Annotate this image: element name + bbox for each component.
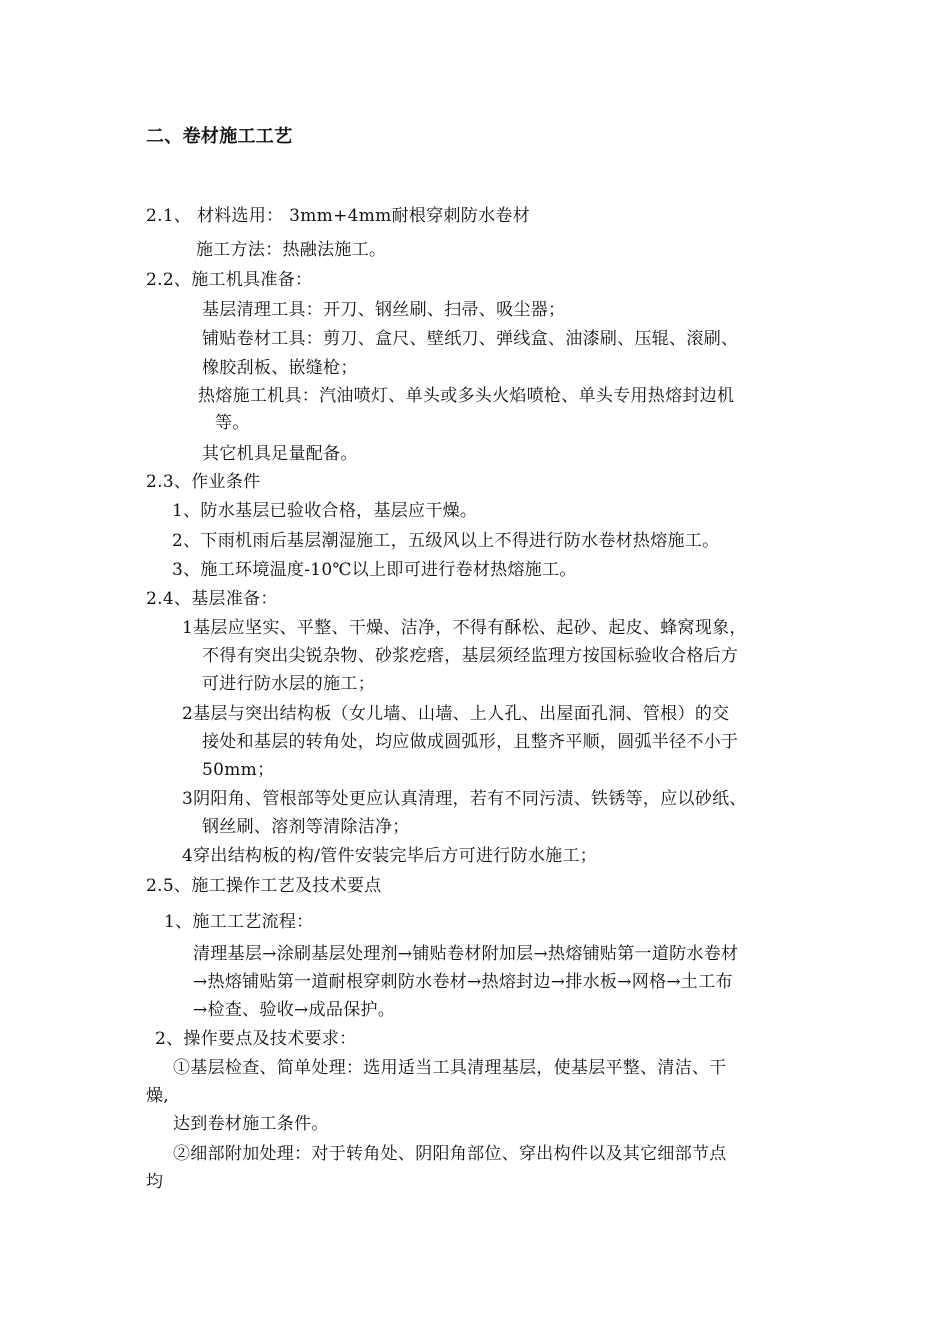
text-line: 施工方法：热融法施工。	[196, 240, 387, 260]
text-line: 其它机具足量配备。	[202, 444, 358, 464]
text-line: 热熔施工机具：汽油喷灯、单头或多头火焰喷枪、单头专用热熔封边机	[198, 386, 735, 406]
text-line: ②细部附加处理：对于转角处、阴阳角部位、穿出构件以及其它细部节点	[173, 1144, 727, 1164]
text-line: 达到卷材施工条件。	[173, 1114, 329, 1134]
text-line: 50mm；	[202, 760, 275, 780]
text-line: 接处和基层的转角处，均应做成圆弧形，且整齐平顺，圆弧半径不小于	[202, 732, 739, 752]
text-line: 3阴阳角、管根部等处更应认真清理，若有不同污渍、铁锈等，应以砂纸、	[182, 789, 747, 809]
text-line: 2.2、施工机具准备：	[146, 270, 313, 290]
text-line: 2、操作要点及技术要求：	[155, 1029, 357, 1049]
text-line: 2.4、基层准备：	[146, 589, 278, 609]
text-line: 1、施工工艺流程：	[164, 912, 314, 932]
text-line: 2.1、 材料选用： 3mm+4mm耐根穿刺防水卷材	[146, 206, 530, 226]
text-line: 等。	[215, 413, 250, 433]
text-line: 橡胶刮板、嵌缝枪；	[202, 358, 358, 378]
text-line: →检查、验收→成品保护。	[193, 1000, 396, 1020]
text-line: 清理基层→涂刷基层处理剂→铺贴卷材附加层→热熔铺贴第一道防水卷材	[193, 944, 739, 964]
text-line: 2.3、作业条件	[146, 472, 261, 492]
text-line: 4穿出结构板的构/管件安装完毕后方可进行防水施工；	[182, 846, 598, 866]
text-line: 2.5、施工操作工艺及技术要点	[146, 876, 382, 896]
text-line: 2、下雨机雨后基层潮湿施工，五级风以上不得进行防水卷材热熔施工。	[172, 531, 720, 551]
text-line: 铺贴卷材工具：剪刀、盒尺、壁纸刀、弹线盒、油漆刷、压辊、滚刷、	[202, 329, 739, 349]
text-line: 可进行防水层的施工；	[202, 674, 375, 694]
text-line: 基层清理工具：开刀、钢丝刷、扫帚、吸尘器；	[202, 300, 566, 320]
section-heading: 二、卷材施工工艺	[146, 126, 293, 147]
text-line: ①基层检查、简单处理：选用适当工具清理基层，使基层平整、清洁、干	[173, 1058, 727, 1078]
text-line: 2基层与突出结构板（女儿墙、山墙、上人孔、出屋面孔洞、管根）的交	[182, 704, 730, 724]
text-line: →热熔铺贴第一道耐根穿刺防水卷材→热熔封边→排水板→网格→土工布	[193, 972, 733, 992]
text-line: 1基层应坚实、平整、干燥、洁净，不得有酥松、起砂、起皮、蜂窝现象，	[182, 618, 747, 638]
text-line: 不得有突出尖锐杂物、砂浆疙瘩，基层须经监理方按国标验收合格后方	[202, 646, 739, 666]
text-line: 燥,	[146, 1086, 170, 1106]
text-line: 1、防水基层已验收合格，基层应干燥。	[172, 501, 478, 521]
text-line: 3、施工环境温度-10℃以上即可进行卷材热熔施工。	[172, 560, 577, 580]
text-line: 钢丝刷、溶剂等清除洁净；	[202, 817, 410, 837]
text-line: 均	[146, 1172, 164, 1192]
